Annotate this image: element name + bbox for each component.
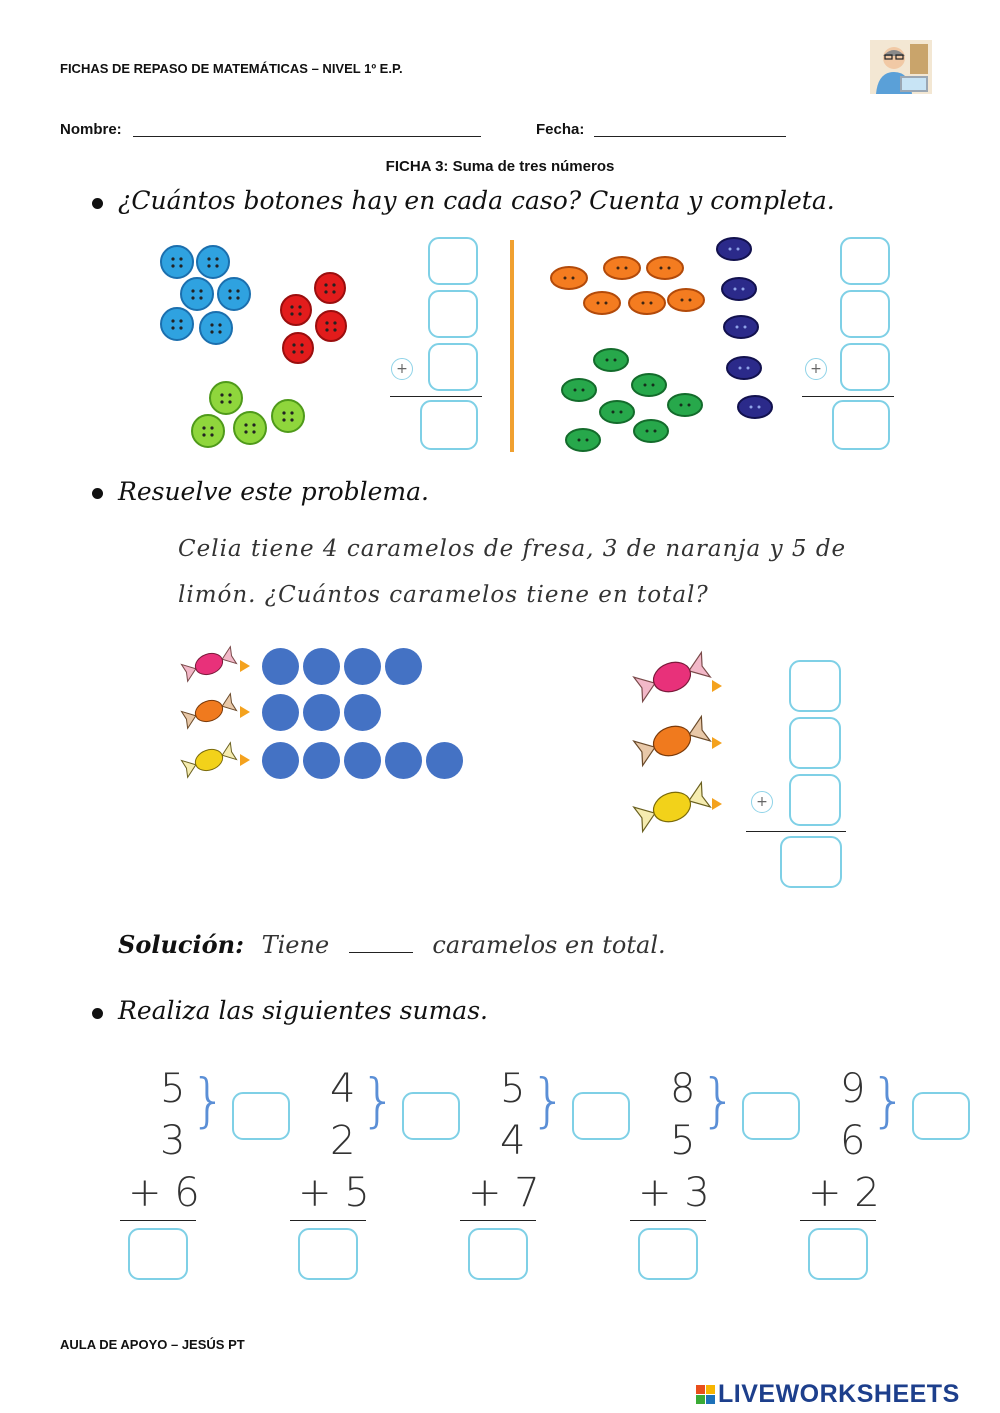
section2-instruction: Resuelve este problema. (118, 477, 429, 506)
logo-text: LIVEWORKSHEETS (718, 1379, 960, 1408)
count-dot (262, 648, 299, 685)
arrow-icon (240, 706, 250, 718)
partial-sum-box[interactable] (912, 1092, 970, 1140)
answer-box[interactable] (428, 290, 478, 338)
logo-badge-icon (696, 1385, 715, 1404)
arrow-icon (712, 680, 722, 692)
total-sum-box[interactable] (468, 1228, 528, 1280)
liveworksheets-logo (696, 1380, 992, 1408)
answer-box-total[interactable] (420, 400, 478, 450)
plus-icon: + (805, 358, 827, 380)
header-title: FICHAS DE REPASO DE MATEMÁTICAS – NIVEL 1º E.P. (60, 61, 403, 76)
addend-c: + 5 (298, 1170, 370, 1216)
count-dot (344, 742, 381, 779)
sum-rule (390, 396, 482, 397)
problem-text-line1: Celia tiene 4 caramelos de fresa, 3 de naranja y 5 de (178, 536, 847, 562)
answer-box[interactable] (428, 237, 478, 285)
answer-box[interactable] (840, 343, 890, 391)
brace-icon: } (530, 1066, 567, 1134)
date-input-line[interactable] (594, 136, 786, 137)
addend-a: 4 (330, 1066, 356, 1112)
brace-icon: } (700, 1066, 737, 1134)
partial-sum-box[interactable] (232, 1092, 290, 1140)
addend-a: 5 (500, 1066, 526, 1112)
section1-instruction: ¿Cuántos botones hay en cada caso? Cuenta y completa. (118, 186, 835, 215)
sum-rule (460, 1220, 536, 1221)
worksheet-title: FICHA 3: Suma de tres números (385, 158, 615, 175)
buttons-group-right (545, 235, 785, 457)
bullet-icon (92, 488, 103, 499)
partial-sum-box[interactable] (402, 1092, 460, 1140)
bullet-icon (92, 198, 103, 209)
answer-box[interactable] (789, 717, 841, 769)
arrow-icon (712, 798, 722, 810)
solution-label: Solución: (118, 930, 244, 959)
candy-column-left (180, 640, 238, 788)
solution-answer-blank[interactable] (349, 952, 413, 953)
sum-rule (802, 396, 894, 397)
sum-rule (800, 1220, 876, 1221)
addend-b: 2 (330, 1118, 356, 1164)
answer-box[interactable] (428, 343, 478, 391)
count-dot (385, 648, 422, 685)
arrow-icon (240, 660, 250, 672)
brace-icon: } (870, 1066, 907, 1134)
total-sum-box[interactable] (808, 1228, 868, 1280)
count-dot (385, 742, 422, 779)
answer-box-total[interactable] (780, 836, 842, 888)
divider (510, 240, 514, 452)
count-dot (262, 742, 299, 779)
arrow-icon (712, 737, 722, 749)
sum-rule (290, 1220, 366, 1221)
sum-rule (746, 831, 846, 832)
total-sum-box[interactable] (128, 1228, 188, 1280)
addend-a: 8 (670, 1066, 696, 1112)
brace-icon: } (190, 1066, 227, 1134)
sum-rule (120, 1220, 196, 1221)
addend-c: + 2 (808, 1170, 880, 1216)
count-dot (262, 694, 299, 731)
bullet-icon (92, 1008, 103, 1019)
answer-box[interactable] (789, 660, 841, 712)
arrow-icon (240, 754, 250, 766)
candy-column-right (632, 645, 712, 845)
addend-b: 6 (840, 1118, 866, 1164)
problem-text-line2: limón. ¿Cuántos caramelos tiene en total? (178, 582, 709, 608)
plus-icon: + (391, 358, 413, 380)
addend-b: 5 (670, 1118, 696, 1164)
total-sum-box[interactable] (638, 1228, 698, 1280)
addend-a: 9 (840, 1066, 866, 1112)
teacher-avatar-icon (870, 40, 932, 94)
answer-box-total[interactable] (832, 400, 890, 450)
count-dot (426, 742, 463, 779)
count-dot (344, 648, 381, 685)
solution-text-before: Tiene (261, 931, 330, 959)
answer-box[interactable] (840, 237, 890, 285)
total-sum-box[interactable] (298, 1228, 358, 1280)
footer-credit: AULA DE APOYO – JESÚS PT (60, 1337, 245, 1352)
addend-c: + 6 (128, 1170, 200, 1216)
buttons-group-left (150, 240, 360, 455)
brace-icon: } (360, 1066, 397, 1134)
sum-rule (630, 1220, 706, 1221)
addend-c: + 7 (468, 1170, 540, 1216)
addend-b: 3 (160, 1118, 186, 1164)
solution-text-after: caramelos en total. (432, 931, 666, 959)
partial-sum-box[interactable] (742, 1092, 800, 1140)
addend-a: 5 (160, 1066, 186, 1112)
solution-row (118, 930, 666, 959)
addend-c: + 3 (638, 1170, 710, 1216)
count-dot (303, 742, 340, 779)
count-dot (344, 694, 381, 731)
answer-box[interactable] (789, 774, 841, 826)
count-dot (303, 694, 340, 731)
name-label: Nombre: (60, 121, 122, 138)
addend-b: 4 (500, 1118, 526, 1164)
partial-sum-box[interactable] (572, 1092, 630, 1140)
plus-icon: + (751, 791, 773, 813)
date-label: Fecha: (536, 121, 585, 138)
answer-box[interactable] (840, 290, 890, 338)
name-input-line[interactable] (133, 136, 481, 137)
section3-instruction: Realiza las siguientes sumas. (118, 996, 488, 1025)
count-dot (303, 648, 340, 685)
